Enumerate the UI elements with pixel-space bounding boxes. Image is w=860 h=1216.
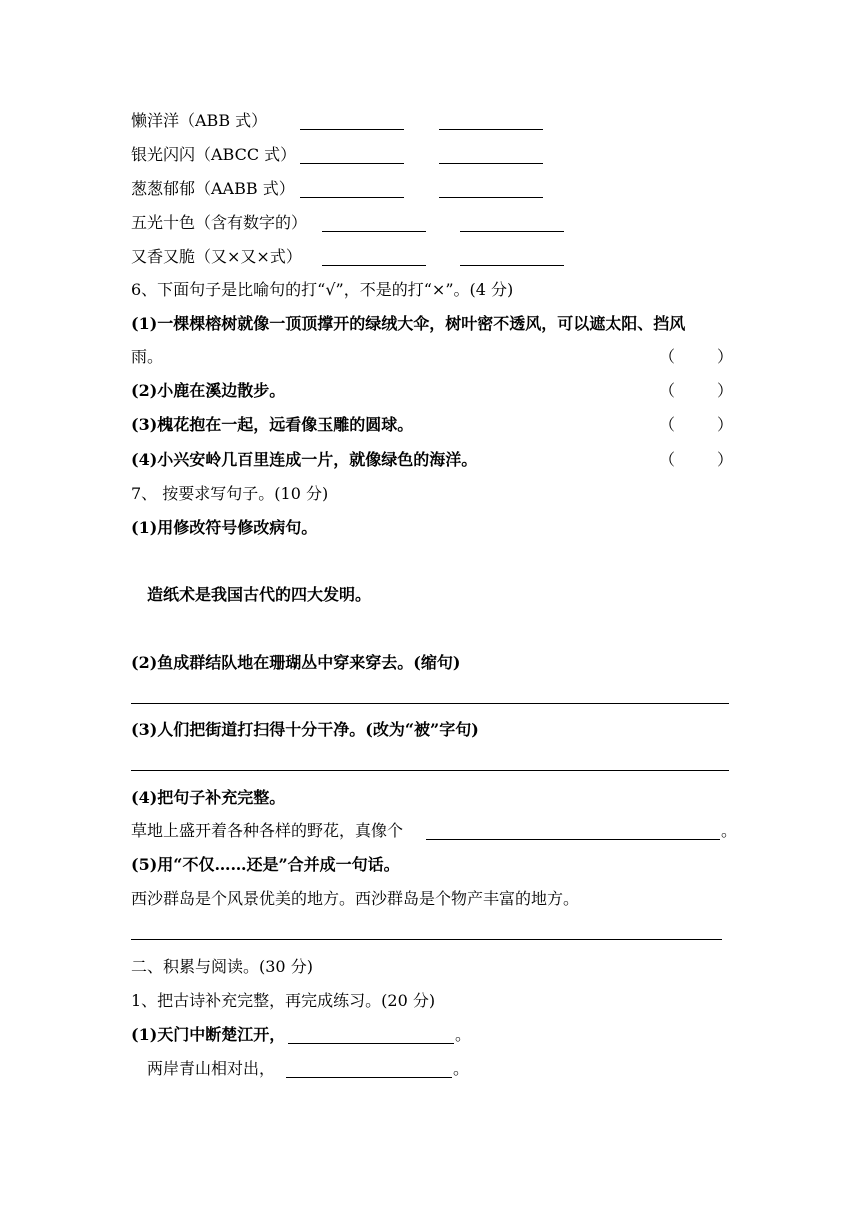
word-label-4: 五光十色（含有数字的） — [131, 213, 308, 232]
section2-q1-title: 1、把古诗补充完整，再完成练习。(20 分) — [131, 991, 436, 1010]
q6-item-1-line1: (1)一棵棵榕树就像一顶顶撑开的绿绒大伞，树叶密不透风，可以遮太阳、挡风 — [131, 314, 686, 333]
word-label-5: 又香又脆（又×又×式） — [131, 247, 302, 266]
answer-blank-2b[interactable] — [439, 163, 543, 164]
poem-line-2-start: 两岸青山相对出， — [147, 1059, 276, 1078]
q7-part4-title: (4)把句子补充完整。 — [131, 788, 286, 807]
answer-blank-5b[interactable] — [460, 265, 564, 266]
q7-part5-sentence: 西沙群岛是个风景优美的地方。西沙群岛是个物产丰富的地方。 — [131, 889, 580, 908]
q7-part4-answer-blank[interactable] — [426, 839, 720, 840]
q7-part1-sentence: 造纸术是我国古代的四大发明。 — [147, 585, 372, 604]
q6-answer-paren-4-open[interactable]: （ — [659, 450, 676, 469]
q6-answer-paren-1-close[interactable]: ） — [717, 347, 734, 366]
q6-answer-paren-3-open[interactable]: （ — [659, 415, 676, 434]
answer-blank-4a[interactable] — [322, 231, 426, 232]
answer-blank-1a[interactable] — [300, 129, 404, 130]
poem-line-1-end: 。 — [455, 1025, 472, 1044]
q7-part3-answer-line[interactable] — [131, 770, 729, 771]
q7-part3-title: (3)人们把街道打扫得十分干净。(改为“被”字句) — [131, 720, 479, 739]
answer-blank-4b[interactable] — [460, 231, 564, 232]
q6-title: 6、下面句子是比喻句的打“√”，不是的打“×”。(4 分) — [131, 280, 514, 299]
q7-part5-answer-line[interactable] — [131, 939, 722, 940]
q7-part4-sentence-end: 。 — [721, 821, 738, 840]
q6-answer-paren-4-close[interactable]: ） — [717, 450, 734, 469]
q6-answer-paren-2-close[interactable]: ） — [717, 381, 734, 400]
answer-blank-2a[interactable] — [300, 163, 404, 164]
q6-item-4: (4)小兴安岭几百里连成一片，就像绿色的海洋。 — [131, 450, 478, 469]
q6-item-1-line2: 雨。 — [131, 347, 164, 366]
q6-answer-paren-1-open[interactable]: （ — [659, 347, 676, 366]
q7-title: 7、 按要求写句子。(10 分) — [131, 484, 329, 503]
poem-line-2-end: 。 — [453, 1059, 470, 1078]
q7-part4-sentence-start: 草地上盛开着各种各样的野花，真像个 — [131, 821, 404, 840]
poem-answer-blank-1[interactable] — [288, 1043, 454, 1044]
answer-blank-5a[interactable] — [322, 265, 426, 266]
word-label-1: 懒洋洋（ABB 式） — [131, 111, 268, 130]
q6-item-3: (3)槐花抱在一起，远看像玉雕的圆球。 — [131, 415, 414, 434]
q7-part2-title: (2)鱼成群结队地在珊瑚丛中穿来穿去。(缩句) — [131, 653, 461, 672]
word-label-3: 葱葱郁郁（AABB 式） — [131, 179, 295, 198]
q7-part5-title: (5)用“不仅……还是”合并成一句话。 — [131, 855, 400, 874]
q7-part2-answer-line[interactable] — [131, 703, 729, 704]
q7-part1-title: (1)用修改符号修改病句。 — [131, 518, 318, 537]
section2-title: 二、积累与阅读。(30 分) — [131, 957, 313, 976]
answer-blank-3a[interactable] — [300, 197, 404, 198]
word-label-2: 银光闪闪（ABCC 式） — [131, 145, 297, 164]
answer-blank-1b[interactable] — [439, 129, 543, 130]
poem-line-1-start: (1)天门中断楚江开， — [131, 1025, 286, 1044]
q6-answer-paren-2-open[interactable]: （ — [659, 381, 676, 400]
poem-answer-blank-2[interactable] — [286, 1077, 452, 1078]
answer-blank-3b[interactable] — [439, 197, 543, 198]
q6-item-2: (2)小鹿在溪边散步。 — [131, 381, 286, 400]
q6-answer-paren-3-close[interactable]: ） — [717, 415, 734, 434]
